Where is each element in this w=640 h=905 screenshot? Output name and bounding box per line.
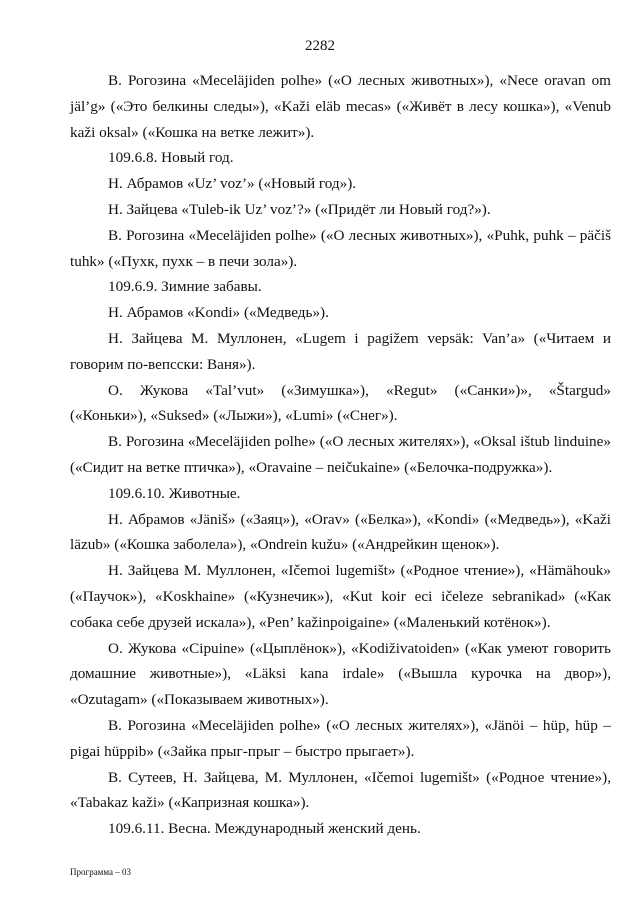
paragraph: В. Сутеев, Н. Зайцева, М. Муллонен, «Ičemoi lugemišt» («Родное чтение»), «Tabakaz kaži» («Капризная кошка»).: [70, 768, 611, 812]
paragraph: Н. Абрамов «Kondi» («Медведь»).: [108, 304, 329, 322]
paragraph: Н. Абрамов «Jäniš» («Заяц»), «Orav» («Белка»), «Kondi» («Медведь»), «Kaži läzub» («Кошка заболела»), «Ondrein kužu» («Андрейкин щенок»).: [70, 510, 611, 554]
paragraph: В. Рогозина «Meceläjiden polhe» («О лесных жителях»), «Oksal ištub linduine» («Сидит на ветке птичка»), «Oravaine – neičukaine» («Белочка-подружка»).: [70, 433, 611, 476]
section-heading: 109.6.8. Новый год.: [108, 149, 234, 167]
paragraph: Н. Зайцева «Tuleb-ik Uz’ voz’?» («Придёт ли Новый год?»).: [108, 200, 491, 218]
paragraph: Н. Зайцева М. Муллонен, «Ičemoi lugemišt» («Родное чтение»), «Hämähouk» («Паучок»), «Koskhaine» («Кузнечик»), «Kut koir eci ičeleze sebranikad» («Как собака себе друзей искала»), «Pen’ kažinpoigaine» («Маленький котёнок»).: [70, 562, 611, 631]
page-number: 2282: [305, 38, 335, 54]
page-footer: Программа – 03: [70, 867, 132, 877]
paragraph: В. Рогозина «Meceläjiden polhe» («О лесных животных»), «Puhk, puhk – päčiš tuhk» («Пухк, пухк – в печи зола»).: [70, 226, 611, 270]
paragraph: О. Жукова «Cipuine» («Цыплёнок»), «Kodiživatoiden» («Как умеют говорить домашние животные»), «Läksi kana irdale» («Вышла курочка на двор»), «Ozutagam» («Показываем животных»).: [70, 639, 611, 709]
paragraph: В. Рогозина «Meceläjiden polhe» («О лесных жителях»), «Jänöi – hüp, hüp – pigai hüppib» («Зайка прыг-прыг – быстро прыгает»).: [70, 716, 611, 760]
section-heading: 109.6.10. Животные.: [108, 484, 241, 502]
section-heading: 109.6.11. Весна. Международный женский день.: [108, 820, 421, 838]
paragraph: О. Жукова «Tal’vut» («Зимушка»), «Regut» («Санки»)», «Štargud» («Коньки»), «Suksed» («Лыжи»), «Lumi» («Снег»).: [70, 381, 611, 425]
section-heading: 109.6.9. Зимние забавы.: [108, 278, 262, 296]
paragraph: Н. Абрамов «Uz’ voz’» («Новый год»).: [108, 175, 357, 193]
document-body: [70, 68, 611, 842]
paragraph: В. Рогозина «Meceläjiden polhe» («О лесных животных»), «Nece oravan om jäl’g» («Это белкины следы»), «Kaži eläb mecas» («Живёт в лесу кошка»), «Venub kaži oksal» («Кошка на ветке лежит»).: [70, 72, 611, 141]
paragraph: Н. Зайцева М. Муллонен, «Lugem i pagižem vepsäk: Van’a» («Читаем и говорим по-вепсски: Ваня»).: [70, 329, 611, 373]
